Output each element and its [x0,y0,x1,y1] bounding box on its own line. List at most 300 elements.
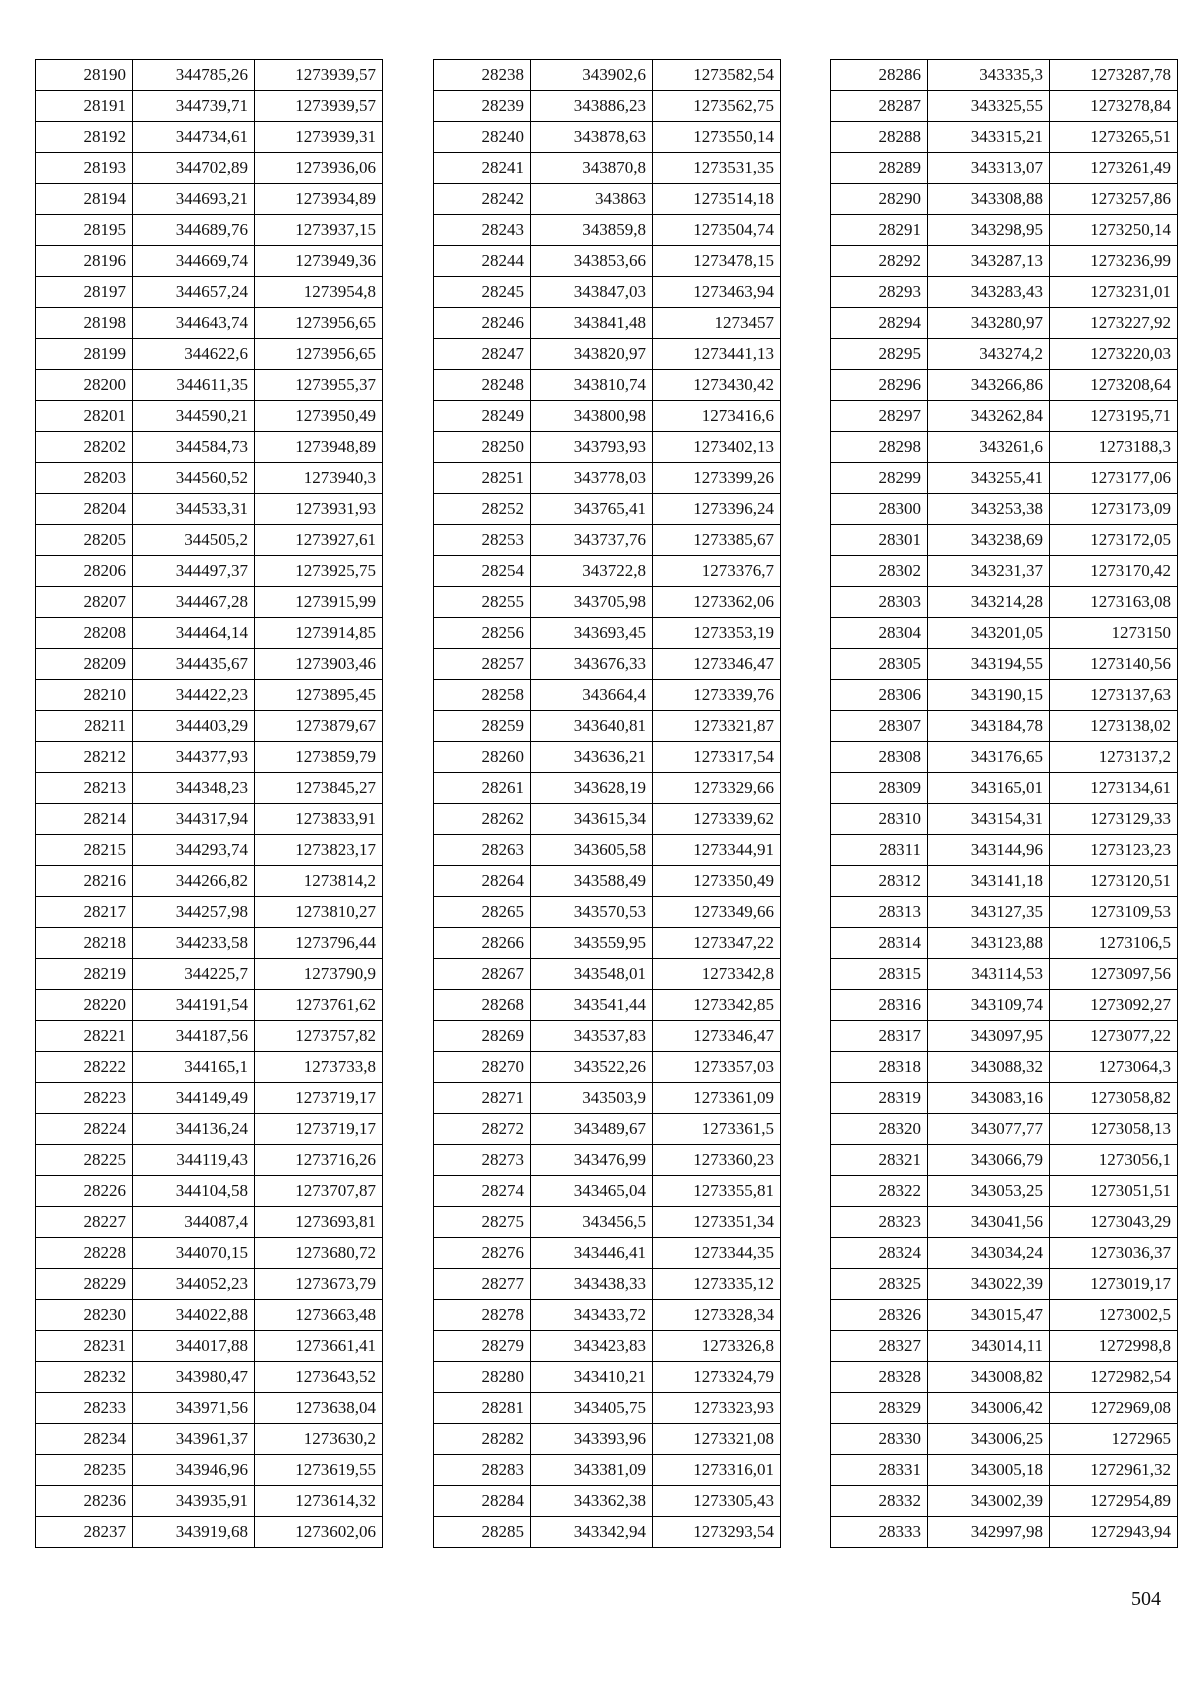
y-coordinate-cell: 1273956,65 [255,339,383,370]
y-coordinate-cell: 1273939,57 [255,91,383,122]
y-coordinate-cell: 1273950,49 [255,401,383,432]
table-row [831,959,1178,990]
point-number-cell: 28191 [36,91,133,122]
x-coordinate-cell: 343559,95 [531,928,653,959]
point-number-cell: 28279 [434,1331,531,1362]
y-coordinate-cell: 1273416,6 [653,401,781,432]
x-coordinate-cell: 344104,58 [133,1176,255,1207]
point-number-cell: 28283 [434,1455,531,1486]
point-number-cell: 28318 [831,1052,928,1083]
point-number-cell: 28295 [831,339,928,370]
y-coordinate-cell: 1273790,9 [255,959,383,990]
y-coordinate-cell: 1273278,84 [1050,91,1178,122]
point-number-cell: 28277 [434,1269,531,1300]
x-coordinate-cell: 344136,24 [133,1114,255,1145]
table-row [434,587,781,618]
x-coordinate-cell: 343381,09 [531,1455,653,1486]
x-coordinate-cell: 343005,18 [928,1455,1050,1486]
x-coordinate-cell: 343980,47 [133,1362,255,1393]
x-coordinate-cell: 344317,94 [133,804,255,835]
point-number-cell: 28221 [36,1021,133,1052]
y-coordinate-cell: 1273036,37 [1050,1238,1178,1269]
y-coordinate-cell: 1273316,01 [653,1455,781,1486]
point-number-cell: 28201 [36,401,133,432]
x-coordinate-cell: 343393,96 [531,1424,653,1455]
x-coordinate-cell: 343503,9 [531,1083,653,1114]
y-coordinate-cell: 1273478,15 [653,246,781,277]
x-coordinate-cell: 343810,74 [531,370,653,401]
x-coordinate-cell: 343878,63 [531,122,653,153]
y-coordinate-cell: 1273441,13 [653,339,781,370]
table-row [831,525,1178,556]
table-row [831,897,1178,928]
x-coordinate-cell: 343194,55 [928,649,1050,680]
y-coordinate-cell: 1273077,22 [1050,1021,1178,1052]
table-row [831,649,1178,680]
y-coordinate-cell: 1273123,23 [1050,835,1178,866]
x-coordinate-cell: 343705,98 [531,587,653,618]
table-row [434,1300,781,1331]
table-row [434,1517,781,1548]
point-number-cell: 28328 [831,1362,928,1393]
y-coordinate-cell: 1273914,85 [255,618,383,649]
y-coordinate-cell: 1273948,89 [255,432,383,463]
x-coordinate-cell: 343433,72 [531,1300,653,1331]
point-number-cell: 28227 [36,1207,133,1238]
point-number-cell: 28216 [36,866,133,897]
table-row [831,153,1178,184]
y-coordinate-cell: 1273342,8 [653,959,781,990]
table-row [36,711,383,742]
y-coordinate-cell: 1273937,15 [255,215,383,246]
point-number-cell: 28268 [434,990,531,1021]
point-number-cell: 28302 [831,556,928,587]
y-coordinate-cell: 1273619,55 [255,1455,383,1486]
x-coordinate-cell: 343053,25 [928,1176,1050,1207]
x-coordinate-cell: 344584,73 [133,432,255,463]
page-number: 504 [1131,1588,1161,1610]
point-number-cell: 28324 [831,1238,928,1269]
x-coordinate-cell: 344560,52 [133,463,255,494]
y-coordinate-cell: 1273504,74 [653,215,781,246]
x-coordinate-cell: 343971,56 [133,1393,255,1424]
x-coordinate-cell: 343853,66 [531,246,653,277]
table-row [434,866,781,897]
x-coordinate-cell: 344689,76 [133,215,255,246]
y-coordinate-cell: 1273823,17 [255,835,383,866]
point-number-cell: 28326 [831,1300,928,1331]
point-number-cell: 28286 [831,60,928,91]
table-row [36,1052,383,1083]
point-number-cell: 28244 [434,246,531,277]
table-row [831,618,1178,649]
y-coordinate-cell: 1273796,44 [255,928,383,959]
table-row [831,246,1178,277]
table-row [831,308,1178,339]
table-row [36,649,383,680]
y-coordinate-cell: 1273396,24 [653,494,781,525]
point-number-cell: 28195 [36,215,133,246]
table-row [831,1486,1178,1517]
y-coordinate-cell: 1273927,61 [255,525,383,556]
point-number-cell: 28246 [434,308,531,339]
table-row [36,556,383,587]
table-row [434,494,781,525]
point-number-cell: 28202 [36,432,133,463]
y-coordinate-cell: 1273351,34 [653,1207,781,1238]
x-coordinate-cell: 343664,4 [531,680,653,711]
x-coordinate-cell: 343077,77 [928,1114,1050,1145]
table-row [831,587,1178,618]
point-number-cell: 28241 [434,153,531,184]
point-number-cell: 28192 [36,122,133,153]
y-coordinate-cell: 1273339,62 [653,804,781,835]
y-coordinate-cell: 1273614,32 [255,1486,383,1517]
x-coordinate-cell: 343127,35 [928,897,1050,928]
y-coordinate-cell: 1273134,61 [1050,773,1178,804]
x-coordinate-cell: 343298,95 [928,215,1050,246]
table-row [434,1424,781,1455]
y-coordinate-cell: 1273163,08 [1050,587,1178,618]
y-coordinate-cell: 1273385,67 [653,525,781,556]
y-coordinate-cell: 1273002,5 [1050,1300,1178,1331]
x-coordinate-cell: 342997,98 [928,1517,1050,1548]
y-coordinate-cell: 1273064,3 [1050,1052,1178,1083]
point-number-cell: 28282 [434,1424,531,1455]
point-number-cell: 28223 [36,1083,133,1114]
point-number-cell: 28273 [434,1145,531,1176]
point-number-cell: 28222 [36,1052,133,1083]
table-row [36,1455,383,1486]
x-coordinate-cell: 344590,21 [133,401,255,432]
point-number-cell: 28250 [434,432,531,463]
table-row [434,1083,781,1114]
table-row [36,959,383,990]
table-row [434,463,781,494]
point-number-cell: 28224 [36,1114,133,1145]
x-coordinate-cell: 343141,18 [928,866,1050,897]
point-number-cell: 28292 [831,246,928,277]
point-number-cell: 28329 [831,1393,928,1424]
y-coordinate-cell: 1273362,06 [653,587,781,618]
y-coordinate-cell: 1273376,7 [653,556,781,587]
y-coordinate-cell: 1273550,14 [653,122,781,153]
y-coordinate-cell: 1273361,09 [653,1083,781,1114]
table-row [831,928,1178,959]
y-coordinate-cell: 1273402,13 [653,432,781,463]
table-row [434,556,781,587]
point-number-cell: 28311 [831,835,928,866]
y-coordinate-cell: 1273954,8 [255,277,383,308]
coordinates-table-body [434,60,781,1548]
y-coordinate-cell: 1273716,26 [255,1145,383,1176]
point-number-cell: 28247 [434,339,531,370]
point-number-cell: 28219 [36,959,133,990]
x-coordinate-cell: 343902,6 [531,60,653,91]
y-coordinate-cell: 1273172,05 [1050,525,1178,556]
x-coordinate-cell: 343476,99 [531,1145,653,1176]
y-coordinate-cell: 1273208,64 [1050,370,1178,401]
table-row [434,897,781,928]
table-row [36,587,383,618]
x-coordinate-cell: 344017,88 [133,1331,255,1362]
table-row [831,215,1178,246]
x-coordinate-cell: 343274,2 [928,339,1050,370]
table-row [36,60,383,91]
y-coordinate-cell: 1273956,65 [255,308,383,339]
table-row [36,122,383,153]
table-row [434,804,781,835]
y-coordinate-cell: 1273321,08 [653,1424,781,1455]
coordinates-table-body [831,60,1178,1548]
x-coordinate-cell: 343640,81 [531,711,653,742]
y-coordinate-cell: 1273019,17 [1050,1269,1178,1300]
table-row [831,1424,1178,1455]
point-number-cell: 28312 [831,866,928,897]
point-number-cell: 28259 [434,711,531,742]
y-coordinate-cell: 1273630,2 [255,1424,383,1455]
y-coordinate-cell: 1273106,5 [1050,928,1178,959]
x-coordinate-cell: 343231,37 [928,556,1050,587]
point-number-cell: 28317 [831,1021,928,1052]
point-number-cell: 28204 [36,494,133,525]
point-number-cell: 28298 [831,432,928,463]
y-coordinate-cell: 1273939,31 [255,122,383,153]
y-coordinate-cell: 1273129,33 [1050,804,1178,835]
point-number-cell: 28313 [831,897,928,928]
x-coordinate-cell: 344497,37 [133,556,255,587]
table-row [831,804,1178,835]
table-row [434,835,781,866]
table-row [831,184,1178,215]
y-coordinate-cell: 1273137,63 [1050,680,1178,711]
x-coordinate-cell: 344266,82 [133,866,255,897]
x-coordinate-cell: 343088,32 [928,1052,1050,1083]
coordinates-table-1 [35,59,383,1548]
y-coordinate-cell: 1273257,86 [1050,184,1178,215]
point-number-cell: 28254 [434,556,531,587]
x-coordinate-cell: 344533,31 [133,494,255,525]
table-row [831,432,1178,463]
x-coordinate-cell: 343006,25 [928,1424,1050,1455]
point-number-cell: 28333 [831,1517,928,1548]
x-coordinate-cell: 343919,68 [133,1517,255,1548]
y-coordinate-cell: 1273859,79 [255,742,383,773]
x-coordinate-cell: 343522,26 [531,1052,653,1083]
table-row [434,215,781,246]
x-coordinate-cell: 343255,41 [928,463,1050,494]
x-coordinate-cell: 343615,34 [531,804,653,835]
point-number-cell: 28240 [434,122,531,153]
x-coordinate-cell: 344191,54 [133,990,255,1021]
y-coordinate-cell: 1273195,71 [1050,401,1178,432]
x-coordinate-cell: 344087,4 [133,1207,255,1238]
x-coordinate-cell: 343176,65 [928,742,1050,773]
point-number-cell: 28248 [434,370,531,401]
point-number-cell: 28310 [831,804,928,835]
table-row [434,246,781,277]
x-coordinate-cell: 343541,44 [531,990,653,1021]
y-coordinate-cell: 1273833,91 [255,804,383,835]
x-coordinate-cell: 343847,03 [531,277,653,308]
table-row [831,401,1178,432]
point-number-cell: 28294 [831,308,928,339]
y-coordinate-cell: 1273344,91 [653,835,781,866]
table-row [36,1486,383,1517]
y-coordinate-cell: 1273761,62 [255,990,383,1021]
y-coordinate-cell: 1273220,03 [1050,339,1178,370]
y-coordinate-cell: 1273661,41 [255,1331,383,1362]
table-row [36,1114,383,1145]
y-coordinate-cell: 1273931,93 [255,494,383,525]
y-coordinate-cell: 1273361,5 [653,1114,781,1145]
x-coordinate-cell: 343014,11 [928,1331,1050,1362]
table-row [36,928,383,959]
x-coordinate-cell: 343006,42 [928,1393,1050,1424]
y-coordinate-cell: 1273150 [1050,618,1178,649]
x-coordinate-cell: 343342,94 [531,1517,653,1548]
y-coordinate-cell: 1273582,54 [653,60,781,91]
x-coordinate-cell: 344165,1 [133,1052,255,1083]
x-coordinate-cell: 343465,04 [531,1176,653,1207]
y-coordinate-cell: 1273531,35 [653,153,781,184]
y-coordinate-cell: 1273321,87 [653,711,781,742]
point-number-cell: 28243 [434,215,531,246]
x-coordinate-cell: 343870,8 [531,153,653,184]
point-number-cell: 28229 [36,1269,133,1300]
table-row [36,215,383,246]
point-number-cell: 28331 [831,1455,928,1486]
point-number-cell: 28275 [434,1207,531,1238]
x-coordinate-cell: 343765,41 [531,494,653,525]
y-coordinate-cell: 1273845,27 [255,773,383,804]
y-coordinate-cell: 1273265,51 [1050,122,1178,153]
table-row [434,618,781,649]
point-number-cell: 28304 [831,618,928,649]
point-number-cell: 28220 [36,990,133,1021]
point-number-cell: 28205 [36,525,133,556]
table-row [434,401,781,432]
point-number-cell: 28327 [831,1331,928,1362]
table-row [831,1114,1178,1145]
point-number-cell: 28320 [831,1114,928,1145]
table-row [831,1331,1178,1362]
x-coordinate-cell: 343283,43 [928,277,1050,308]
point-number-cell: 28284 [434,1486,531,1517]
table-row [434,1052,781,1083]
table-row [434,649,781,680]
table-row [36,339,383,370]
point-number-cell: 28231 [36,1331,133,1362]
x-coordinate-cell: 344348,23 [133,773,255,804]
table-row [434,91,781,122]
coordinates-table-body [36,60,383,1548]
table-row [831,742,1178,773]
table-row [36,494,383,525]
y-coordinate-cell: 1272943,94 [1050,1517,1178,1548]
point-number-cell: 28330 [831,1424,928,1455]
x-coordinate-cell: 343636,21 [531,742,653,773]
y-coordinate-cell: 1273293,54 [653,1517,781,1548]
point-number-cell: 28249 [434,401,531,432]
table-row [831,990,1178,1021]
point-number-cell: 28190 [36,60,133,91]
table-row [434,432,781,463]
point-number-cell: 28288 [831,122,928,153]
y-coordinate-cell: 1273463,94 [653,277,781,308]
y-coordinate-cell: 1273719,17 [255,1114,383,1145]
table-row [831,835,1178,866]
x-coordinate-cell: 343097,95 [928,1021,1050,1052]
y-coordinate-cell: 1273879,67 [255,711,383,742]
x-coordinate-cell: 343405,75 [531,1393,653,1424]
point-number-cell: 28251 [434,463,531,494]
table-row [434,1331,781,1362]
point-number-cell: 28264 [434,866,531,897]
table-row [36,525,383,556]
x-coordinate-cell: 343935,91 [133,1486,255,1517]
x-coordinate-cell: 343410,21 [531,1362,653,1393]
x-coordinate-cell: 343201,05 [928,618,1050,649]
y-coordinate-cell: 1272954,89 [1050,1486,1178,1517]
point-number-cell: 28255 [434,587,531,618]
y-coordinate-cell: 1273250,14 [1050,215,1178,246]
x-coordinate-cell: 343238,69 [928,525,1050,556]
x-coordinate-cell: 343261,6 [928,432,1050,463]
y-coordinate-cell: 1273339,76 [653,680,781,711]
y-coordinate-cell: 1273317,54 [653,742,781,773]
table-row [434,1455,781,1486]
y-coordinate-cell: 1272969,08 [1050,1393,1178,1424]
y-coordinate-cell: 1273056,1 [1050,1145,1178,1176]
x-coordinate-cell: 343165,01 [928,773,1050,804]
point-number-cell: 28266 [434,928,531,959]
x-coordinate-cell: 343946,96 [133,1455,255,1486]
x-coordinate-cell: 343287,13 [928,246,1050,277]
x-coordinate-cell: 344739,71 [133,91,255,122]
point-number-cell: 28256 [434,618,531,649]
table-row [434,742,781,773]
x-coordinate-cell: 344403,29 [133,711,255,742]
table-row [831,370,1178,401]
point-number-cell: 28214 [36,804,133,835]
y-coordinate-cell: 1273137,2 [1050,742,1178,773]
x-coordinate-cell: 344702,89 [133,153,255,184]
point-number-cell: 28316 [831,990,928,1021]
point-number-cell: 28209 [36,649,133,680]
point-number-cell: 28315 [831,959,928,990]
table-row [831,1362,1178,1393]
point-number-cell: 28276 [434,1238,531,1269]
y-coordinate-cell: 1273643,52 [255,1362,383,1393]
table-row [831,1207,1178,1238]
table-row [434,1021,781,1052]
point-number-cell: 28203 [36,463,133,494]
table-row [434,1486,781,1517]
x-coordinate-cell: 343083,16 [928,1083,1050,1114]
y-coordinate-cell: 1273173,09 [1050,494,1178,525]
table-row [434,1269,781,1300]
table-row [36,742,383,773]
x-coordinate-cell: 343335,3 [928,60,1050,91]
point-number-cell: 28270 [434,1052,531,1083]
point-number-cell: 28257 [434,649,531,680]
y-coordinate-cell: 1273109,53 [1050,897,1178,928]
y-coordinate-cell: 1273940,3 [255,463,383,494]
x-coordinate-cell: 344149,49 [133,1083,255,1114]
x-coordinate-cell: 343446,41 [531,1238,653,1269]
x-coordinate-cell: 344422,23 [133,680,255,711]
